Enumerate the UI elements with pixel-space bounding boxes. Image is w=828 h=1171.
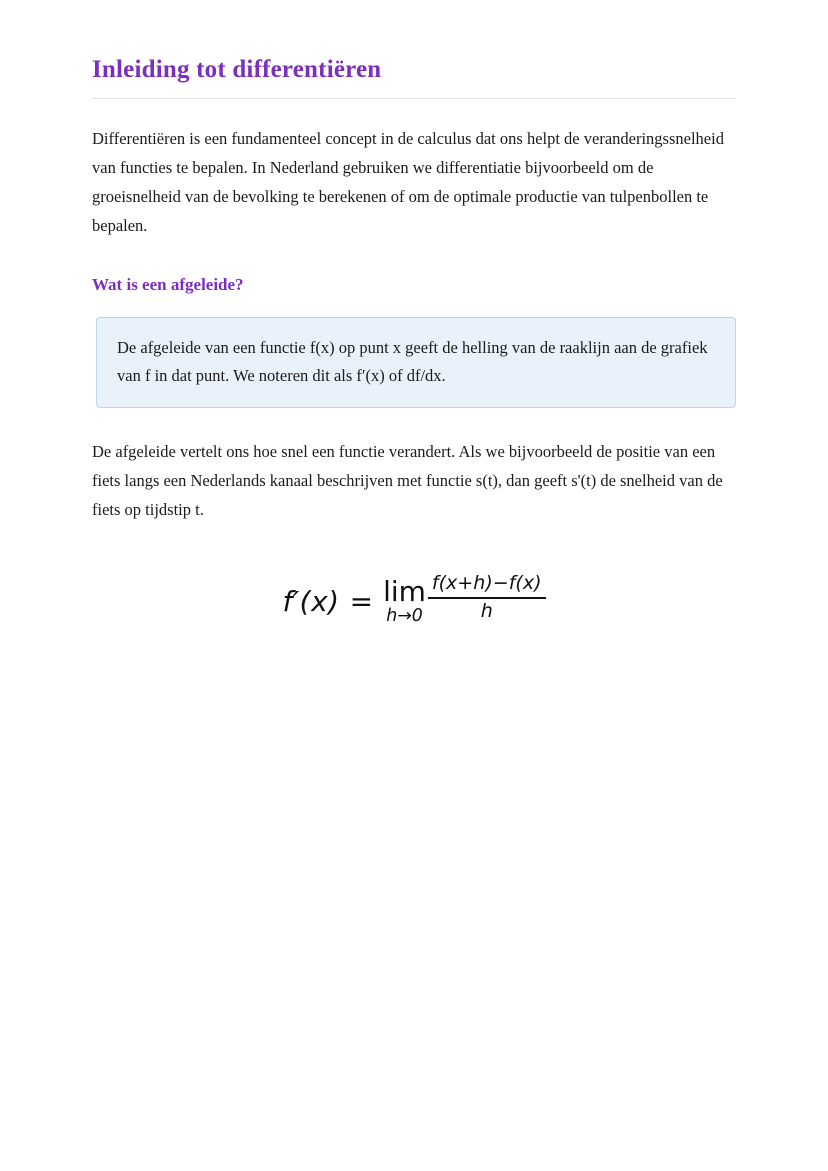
title-divider xyxy=(92,98,736,99)
formula-lhs: f′(x) xyxy=(282,585,340,619)
section-heading: Wat is een afgeleide? xyxy=(92,274,244,294)
formula-numerator: f(x+h)−f(x) xyxy=(428,573,546,599)
page-title: Inleiding tot differentiëren xyxy=(92,56,382,83)
formula-fraction xyxy=(428,573,546,623)
formula-equals-sign: = xyxy=(349,585,374,619)
formula-denominator: h xyxy=(480,599,493,622)
definition-callout xyxy=(96,317,736,409)
formula-lim-text: lim xyxy=(383,575,426,609)
formula-lim-subscript: h→0 xyxy=(386,606,423,627)
body-paragraph: De afgeleide vertelt ons hoe snel een functie verandert. Als we bijvoorbeeld de positie van een fiets langs een Nederlands kanaal beschrijven met functie s(t), dan geeft s'(t) de snelheid van de fiets op tijdstip t. xyxy=(92,442,723,519)
intro-paragraph: Differentiëren is een fundamenteel concept in de calculus dat ons helpt de veranderingssnelheid van functies te bepalen. In Nederland gebruiken we differentiatie bijvoorbeeld om de groeisnelheid van de bevolking te berekenen of om de optimale productie van tulpenbollen te bepalen. xyxy=(92,129,724,235)
derivative-formula xyxy=(92,571,736,627)
formula-limit-stack xyxy=(383,575,426,627)
callout-text: De afgeleide van een functie f(x) op punt x geeft de helling van de raaklijn aan de grafiek van f in dat punt. We noteren dit als f′(x) of df/dx. xyxy=(117,337,708,386)
